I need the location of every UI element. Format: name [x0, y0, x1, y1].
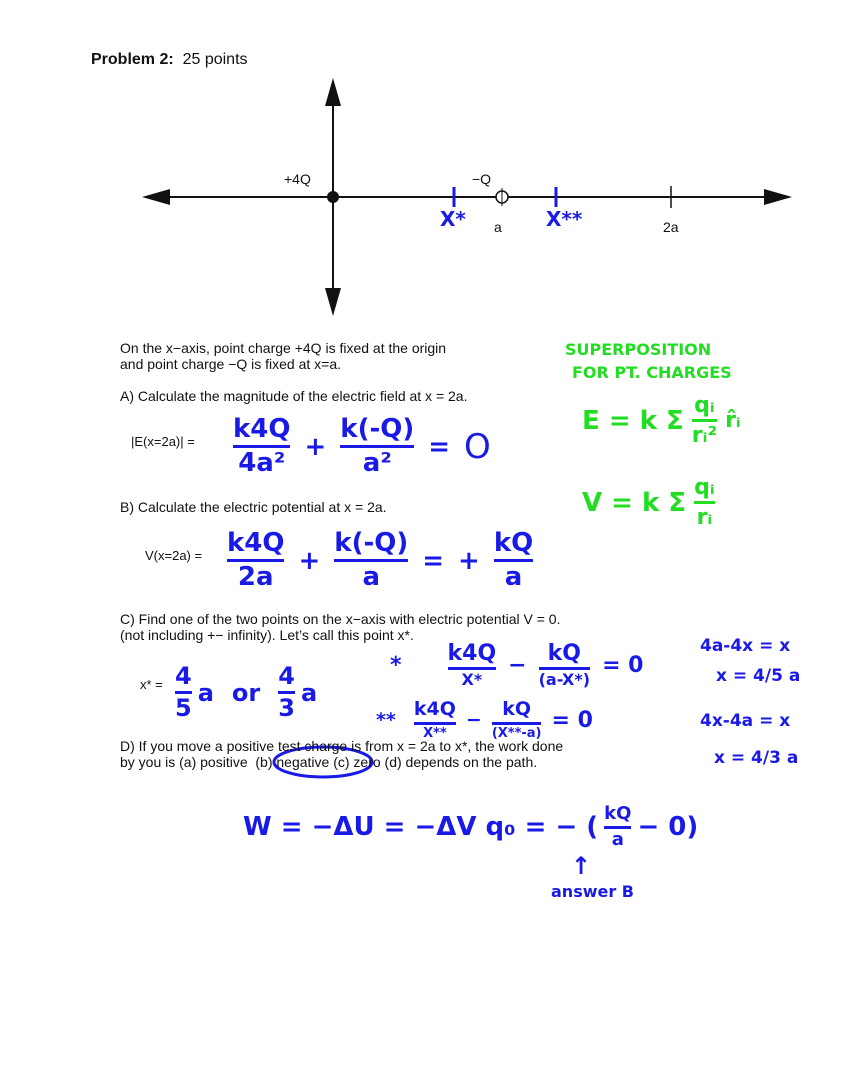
xstarstar-label: X**	[546, 207, 583, 231]
part-c-answer	[175, 664, 317, 721]
v-formula-frac	[694, 476, 715, 529]
part-b-answer	[227, 530, 533, 592]
work-eq-text: W = −ΔU = −ΔV q₀ = − (	[243, 812, 599, 843]
v-formula-num: qᵢ	[694, 475, 715, 500]
side-work-2-line-1: 4x-4a = x	[700, 711, 791, 731]
work-eq-den: a	[611, 828, 624, 850]
part-b-t2-num: k(-Q)	[334, 528, 409, 558]
part-b-result	[494, 530, 533, 592]
v-formula-den: rᵢ	[696, 505, 713, 531]
part-a-term-1	[233, 416, 290, 478]
part-c-or: or	[231, 678, 261, 707]
e-formula-num: qᵢ	[694, 393, 715, 418]
part-a-term-2	[340, 416, 414, 478]
part-c-eq2-t2-num: kQ	[502, 698, 532, 720]
answer-note: answer B	[551, 882, 634, 901]
part-c-eq2-t1	[414, 700, 456, 741]
part-b-question: B) Calculate the electric potential at x = 2a.	[120, 499, 387, 515]
part-d-option-a: by you is (a) positive	[120, 754, 248, 770]
formula-heading-2: FOR PT. CHARGES	[572, 363, 732, 382]
intro-line-1: On the x−axis, point charge +4Q is fixed at the origin	[120, 340, 447, 356]
part-a-question: A) Calculate the magnitude of the electric field at x = 2a.	[120, 388, 468, 404]
answer-arrow: ↑	[571, 852, 592, 880]
xstar-label: X*	[440, 207, 466, 231]
part-b-t1-num: k4Q	[227, 528, 285, 558]
part-c-eq2-minus: −	[465, 709, 482, 732]
y-axis-up-arrow	[325, 78, 341, 106]
work-eq-num: kQ	[604, 803, 632, 824]
x-axis-left-arrow	[142, 189, 170, 205]
part-b-t1-den: 2a	[237, 562, 274, 593]
part-d-line-2	[120, 754, 537, 770]
part-c-eq2-t1-num: k4Q	[413, 698, 456, 720]
part-c-eq1-t1-num: k4Q	[447, 641, 497, 666]
part-b-r-den: a	[504, 562, 523, 593]
part-c-eq1-t1-den: X*	[461, 670, 483, 690]
e-formula-frac	[692, 394, 717, 447]
part-c-eq2-t1-den: X**	[423, 725, 447, 741]
part-c-ans2-a: a	[300, 678, 318, 707]
problem-label: Problem 2:	[91, 51, 174, 68]
part-c-eq2-t2-den: (X**-a)	[491, 725, 542, 741]
work-eq-tail: − 0)	[637, 812, 699, 843]
part-a-result: O	[464, 426, 491, 467]
work-equation	[243, 805, 698, 850]
part-d-option-b: (b) negative	[255, 754, 330, 770]
part-c-ans1-a: a	[197, 678, 214, 707]
part-b-term-1	[227, 530, 284, 592]
side-work-2-line-2: x = 4/3 a	[714, 748, 799, 768]
part-d-line-1: D) If you move a positive test charge is from x = 2a to x*, the work done	[120, 738, 564, 754]
part-c-eq1-t2-num: kQ	[547, 641, 581, 666]
y-axis-down-arrow	[325, 288, 341, 316]
x-axis-right-arrow	[764, 189, 792, 205]
part-a-t1-den: 4a²	[238, 448, 286, 479]
part-c-question-2: (not including +− infinity). Let’s call this point x*.	[120, 627, 414, 643]
part-d-options-cd: (c) zero (d) depends on the path.	[333, 754, 538, 770]
part-b-r-num: kQ	[493, 528, 534, 558]
part-c-eq1-mark: *	[390, 652, 402, 678]
side-work-1-line-2: x = 4/5 a	[716, 666, 801, 686]
e-formula-unit: r̂ᵢ	[725, 408, 741, 434]
part-a-plus: +	[304, 431, 327, 462]
potential-formula	[582, 476, 715, 529]
e-formula-den: rᵢ²	[691, 423, 718, 449]
part-c-eq1-t1	[448, 642, 497, 689]
part-b-term-2	[334, 530, 408, 592]
part-c-eq1-t2-den: (a-X*)	[538, 670, 591, 690]
part-b-lhs: V(x=2a) =	[145, 548, 203, 563]
part-c-eq1-rhs: = 0	[602, 652, 644, 678]
part-c-lhs: x* =	[140, 677, 163, 692]
part-c-ans2-num: 4	[278, 662, 295, 690]
part-a-t2-num: k(-Q)	[340, 414, 415, 444]
problem-points: 25 points	[182, 51, 248, 68]
part-c-eq1-minus: −	[508, 652, 527, 678]
part-a-t1-num: k4Q	[233, 414, 291, 444]
e-field-formula	[582, 394, 741, 447]
part-c-ans-2	[278, 664, 295, 721]
part-a-answer	[233, 416, 491, 478]
tick-label-a: a	[494, 219, 502, 235]
part-c-ans1-den: 5	[175, 694, 192, 723]
positive-charge-dot	[327, 191, 339, 203]
part-c-eq2-t2	[492, 700, 542, 741]
part-b-plus: +	[298, 545, 321, 576]
part-c-eq2-rhs: = 0	[551, 707, 593, 733]
part-a-lhs: |E(x=2a)| =	[131, 434, 195, 449]
part-b-equals: =	[422, 545, 445, 576]
part-c-eq-1	[390, 642, 643, 689]
part-c-eq2-mark: **	[376, 709, 396, 732]
formula-heading-1: SUPERPOSITION	[565, 340, 712, 359]
part-c-ans-1	[175, 664, 192, 721]
part-b-t2-den: a	[362, 562, 381, 593]
part-b-result-sign: +	[458, 545, 480, 576]
e-formula-lhs: E = k Σ	[582, 405, 684, 436]
part-c-eq-2	[376, 700, 593, 741]
part-c-eq1-t2	[539, 642, 590, 689]
tick-label-2a: 2a	[663, 219, 679, 235]
part-a-t2-den: a²	[362, 448, 392, 479]
side-work-1-line-1: 4a-4x = x	[700, 636, 791, 656]
part-c-ans1-num: 4	[175, 662, 192, 690]
part-c-ans2-den: 3	[278, 694, 295, 723]
part-a-equals: =	[428, 431, 451, 462]
part-c-question-1: C) Find one of the two points on the x−axis with electric potential V = 0.	[120, 611, 561, 627]
charge-neg-label: −Q	[472, 171, 492, 187]
work-eq-frac	[604, 805, 631, 850]
intro-line-2: and point charge −Q is fixed at x=a.	[120, 356, 342, 372]
charge-pos-label: +4Q	[284, 171, 311, 187]
v-formula-lhs: V = k Σ	[582, 487, 687, 518]
